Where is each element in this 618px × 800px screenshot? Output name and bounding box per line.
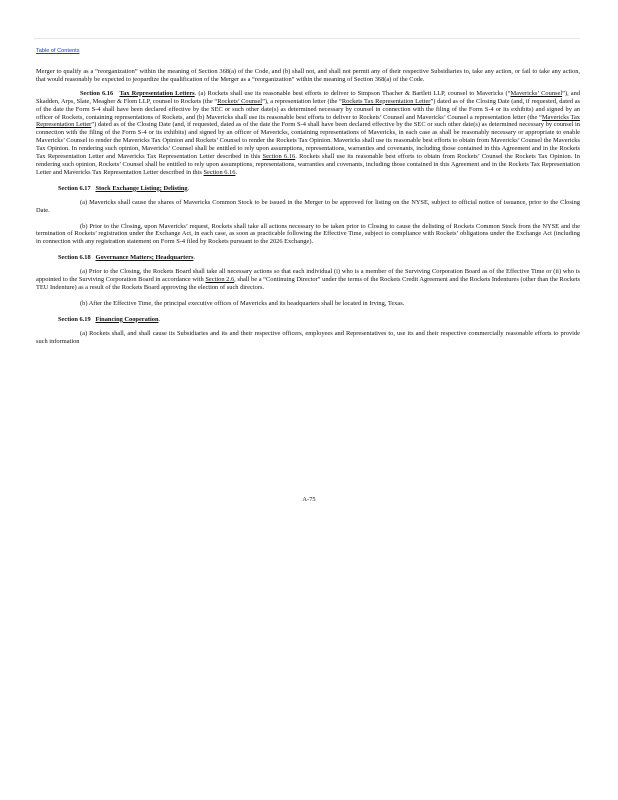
section-title: Financing Cooperation <box>95 315 159 323</box>
section-2-6-link[interactable]: Section 2.6 <box>205 276 235 284</box>
section-number: Section 6.18 <box>58 254 91 262</box>
section-6-16-link[interactable]: Section 6.16 <box>262 153 296 161</box>
section-number: Section 6.19 <box>58 315 91 323</box>
section-number: Section 6.16 <box>80 89 114 97</box>
section-6-18-a: (a) Prior to the Closing, the Rockets Board shall take all necessary actions so that each individual (i) who is a member of the Surviving Corporation Board as of the Effective Time or (ii) who is appointed to the Surviving Corporation Board in accordance with Section 2.6, shall be a “Continuing Director” under the terms of the Rockets Credit Agreement and the Rockets Indentures (other than the Rockets TEU Indenture) as a result of the Rockets Board approving the election of such directors. <box>36 268 580 291</box>
section-6-19-heading: Section 6.19 Financing Cooperation. <box>58 315 161 323</box>
section-6-18-b: (b) After the Effective Time, the principal executive offices of Mavericks and its headquarters shall be located in Irving, Texas. <box>80 299 405 307</box>
section-title: Governance Matters; Headquarters <box>95 254 194 262</box>
section-6-18-heading: Section 6.18 Governance Matters; Headquarters. <box>58 254 196 262</box>
paragraph-continuation: Merger to qualify as a “reorganization” within the meaning of Section 368(a) of the Code, and (b) shall not, and shall not permit any of their respective Subsidiaries to, take any action, or fail to take any action, that would reasonably be expected to jeopardize the qualification of the Merger as a “reorganization” within the meaning of Section 368(a) of the Code. <box>36 68 580 83</box>
section-6-16: Section 6.16 Tax Representation Letters. (a) Rockets shall use its reasonable best efforts to deliver to Simpson Thacher & Bartlett LLP, counsel to Mavericks (“Mavericks’ Counsel”), and Skadden, Arps, Slate, Meagher & Flom LLP, counsel to Rockets (the “Rockets’ Counsel”), a representation letter (the “Rockets Tax Representation Letter”) dated as of the Closing Date (and, if requested, dated as of the date the Form S-4 shall have been declared effective by the SEC or such other date(s) as determined necessary by counsel in connection with the filing of the Form S-4 or its exhibits) and signed by an officer of Rockets, containing representations of Rockets, and (b) Mavericks shall use its reasonable best efforts to deliver to Rockets’ Counsel and Mavericks’ Counsel a representation letter (the “Mavericks Tax Representation Letter”) dated as of the Closing Date (and, if requested, dated as of the date the Form S-4 shall have been declared effective by the SEC or such other date(s) as determined necessary by counsel in connection with the filing of the Form S-4 or its exhibits) and signed by an officer of Mavericks, containing representations of Mavericks, in each case as shall be reasonably necessary or appropriate to enable Mavericks’ Counsel to render the Mavericks Tax Opinion and Rockets’ Counsel to render the Rockets Tax Opinion. Mavericks shall use its reasonable best efforts to obtain from Mavericks’ Counsel the Mavericks Tax Opinion. In rendering such opinion, Mavericks’ Counsel shall be entitled to rely upon assumptions, representations, warranties and covenants, including those contained in this Agreement and in the Rockets Tax Representation Letter and Mavericks Tax Representation Letter described in this Section 6.16. Rockets shall use its reasonable best efforts to obtain from Rockets’ Counsel the Rockets Tax Opinion. In rendering such opinion, Rockets’ Counsel shall be entitled to rely upon assumptions, representations, warranties and covenants, including those contained in this Agreement and in the Rockets Tax Representation Letter and Mavericks Tax Representation Letter described in this Section 6.16. <box>36 89 581 176</box>
page-number: A-75 <box>302 496 316 503</box>
defined-term: Mavericks Tax Representation Letter <box>36 113 580 129</box>
section-6-17-heading: Section 6.17 Stock Exchange Listing; Delisting. <box>58 184 190 192</box>
section-6-19-a: (a) Rockets shall, and shall cause its Subsidiaries and its and their respective officers, employees and Representatives to, use its and their respective commercially reasonable efforts to provide such information <box>36 329 580 345</box>
section-6-16-link[interactable]: Section 6.16 <box>203 168 236 176</box>
section-title: Stock Exchange Listing; Delisting <box>95 184 188 192</box>
section-title: Tax Representation Letters <box>119 89 195 97</box>
defined-term: Rockets’ Counsel <box>217 97 263 105</box>
defined-term: Mavericks’ Counsel <box>510 89 563 97</box>
section-6-17-b: (b) Prior to the Closing, upon Mavericks’ request, Rockets shall take all actions necessary to be taken prior to Closing to cause the delisting of Rockets Common Stock from the NYSE and the termination of Rockets’ registration under the Exchange Act, in each case, as soon as practicable following the Effective Time, subject to compliance with Rockets’ obligations under the Exchange Act (including in connection with any registration statement on Form S-4 filed by Rockets pursuant to the 2026 Exchange). <box>36 222 580 246</box>
section-6-17-a: (a) Mavericks shall cause the shares of Mavericks Common Stock to be issued in the Merger to be approved for listing on the NYSE, subject to official notice of issuance, prior to the Closing Date. <box>36 198 580 214</box>
header-rule <box>34 38 580 39</box>
section-number: Section 6.17 <box>58 184 91 192</box>
table-of-contents-link[interactable]: Table of Contents <box>36 48 80 54</box>
defined-term: Rockets Tax Representation Letter <box>341 97 431 105</box>
document-body <box>36 68 580 345</box>
